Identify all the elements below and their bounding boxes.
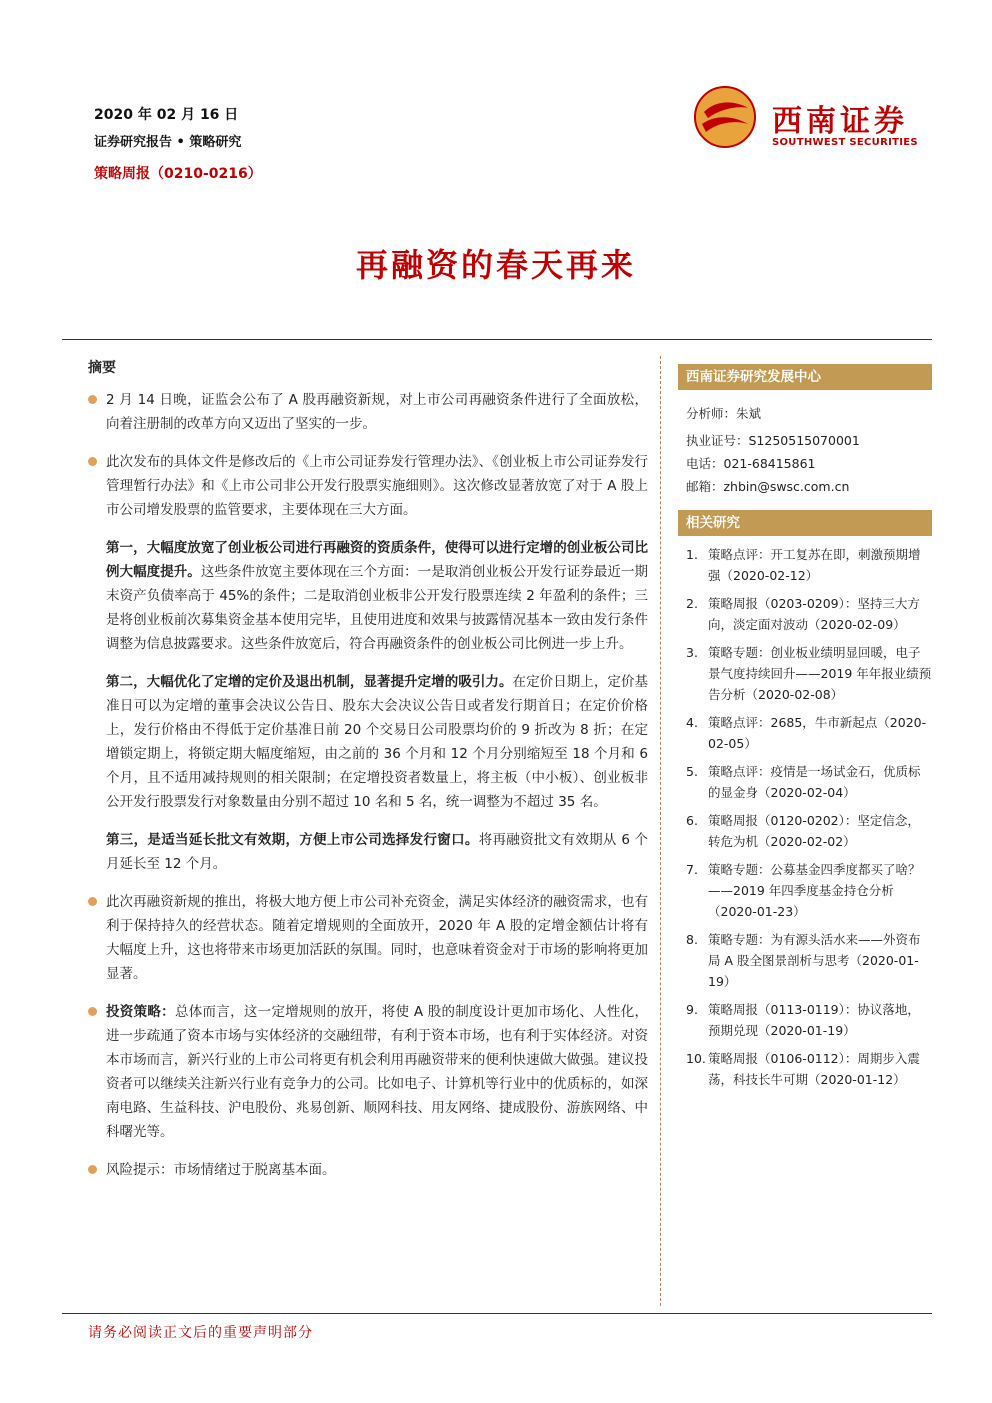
brand-logo <box>694 86 934 156</box>
abstract-bullet <box>88 388 648 436</box>
related-item[interactable]: 8. 策略专题：为有源头活水来——外资布局 A 股全图景剖析与思考（2020-01-19） <box>686 932 921 989</box>
paragraph-lead: 第一，大幅度放宽了创业板公司进行再融资的资质条件，使得可以进行定增的创业板公司比例大幅度提升。 <box>106 540 648 580</box>
related-item[interactable]: 3. 策略专题：创业板业绩明显回暖，电子景气度持续回升——2019 年年报业绩预告分析（2020-02-08） <box>686 645 932 702</box>
bullet-text: 总体而言，这一定增规则的放开，将使 A 股的制度设计更加市场化、人性化，进一步疏通了资本市场与实体经济的交融纽带，有利于资本市场，也有利于实体经济。对资本市场而言，新兴行业的上市公司将更有机会利用再融资带来的便利快速做大做强。建议投资者可以继续关注新兴行业有竞争力的公司。比如电子、计算机等行业中的优质标的，如深南电路、生益科技、沪电股份、兆易创新、顺网科技、用友网络、捷成股份、游族网络、中科曙光等。 <box>106 1004 648 1140</box>
related-item[interactable]: 6. 策略周报（0120-0202）：坚定信念，转危为机（2020-02-02） <box>686 813 920 849</box>
paragraph-lead: 投资策略： <box>106 1004 175 1020</box>
abstract-title: 摘要 <box>88 360 116 376</box>
abstract-bullet <box>88 450 648 522</box>
abstract-bullet <box>88 1000 648 1144</box>
bullet-text: 2 月 14 日晚，证监会公布了 A 股再融资新规，对上市公司再融资条件进行了全面放松，向着注册制的改革方向又迈出了坚实的一步。 <box>106 392 648 432</box>
abstract-paragraph <box>88 828 648 876</box>
abstract-section <box>88 356 648 1196</box>
research-center-panel <box>678 364 932 498</box>
abstract-bullet <box>88 890 648 986</box>
bullet-dot-icon <box>88 457 97 466</box>
report-type: 证券研究报告 • 策略研究 <box>94 135 242 150</box>
related-item[interactable]: 1. 策略点评：开工复苏在即，刺激预期增强（2020-02-12） <box>686 547 921 583</box>
related-item[interactable]: 7. 策略专题：公募基金四季度都买了啥？——2019 年四季度基金持仓分析（2020-01-23） <box>686 862 921 919</box>
paragraph-text: 将再融资批文有效期从 6 个月延长至 12 个月。 <box>106 832 649 872</box>
related-item[interactable]: 10. 策略周报（0106-0112）：周期步入震荡，科技长牛可期（2020-01-12） <box>686 1051 920 1087</box>
report-title: 再融资的春天再来 <box>355 246 636 284</box>
bullet-dot-icon <box>88 897 97 906</box>
footer-notice: 请务必阅读正文后的重要声明部分 <box>88 1325 313 1341</box>
paragraph-lead: 第三，是适当延长批文有效期，方便上市公司选择发行窗口。 <box>106 832 479 848</box>
paragraph-lead: 第二，大幅优化了定增的定价及退出机制，显著提升定增的吸引力。 <box>106 674 513 690</box>
footer-divider <box>62 1313 932 1314</box>
bullet-text: 风险提示：市场情绪过于脱离基本面。 <box>106 1162 336 1178</box>
analyst-license: 执业证号：S1250515070001 <box>686 433 860 448</box>
header-divider <box>62 339 932 340</box>
related-research-list <box>678 544 932 1090</box>
report-date: 2020 年 02 月 16 日 <box>94 107 239 123</box>
related-research-title: 相关研究 <box>678 510 932 536</box>
paragraph-text: 在定价日期上，定价基准日可以为定增的董事会决议公告日、股东大会决议公告日或者发行期首日；在定价价格上，发行价格由不得低于定价基准日前 20 个交易日公司股票均价的 9 折改为 8 折；在定增锁定期上，将锁定期大幅度缩短，由之前的 36 个月和 12 个月分别缩短至 18 个月和 6 个月，且不适用减持规则的相关限制；在定增投资者数量上，将主板（中小板）、创业板非公开发行股票发行对象数量由分别不超过 10 名和 5 名，统一调整为不超过 35 名。 <box>106 674 649 810</box>
brand-name-cn: 西南证券 <box>772 104 908 139</box>
brand-logo-icon <box>694 86 756 148</box>
abstract-bullet <box>88 1158 648 1182</box>
column-divider <box>660 356 661 1306</box>
related-item[interactable]: 2. 策略周报（0203-0209）：坚持三大方向，淡定面对波动（2020-02-09） <box>686 596 920 632</box>
report-subtitle: 策略周报（0210-0216） <box>94 166 262 182</box>
brand-name-en: SOUTHWEST SECURITIES <box>772 137 918 148</box>
bullet-text: 此次再融资新规的推出，将极大地方便上市公司补充资金，满足实体经济的融资需求，也有利于保持持久的经营状态。随着定增规则的全面放开，2020 年 A 股的定增金额估计将有大幅度上升，这也将带来市场更加活跃的氛围。同时，也意味着资金对于市场的影响将更加显著。 <box>106 894 648 982</box>
abstract-paragraph <box>88 670 648 814</box>
bullet-text: 此次发布的具体文件是修改后的《上市公司证券发行管理办法》、《创业板上市公司证券发行管理暂行办法》和《上市公司非公开发行股票实施细则》。这次修改显著放宽了对于 A 股上市公司增发股票的监管要求，主要体现在三大方面。 <box>106 454 648 518</box>
analyst-info <box>678 402 932 498</box>
abstract-paragraph <box>88 536 648 656</box>
bullet-dot-icon <box>88 395 97 404</box>
bullet-dot-icon <box>88 1007 97 1016</box>
paragraph-text: 这些条件放宽主要体现在三个方面：一是取消创业板公开发行证券最近一期末资产负债率高于 45%的条件；二是取消创业板非公开发行股票连续 2 年盈利的条件；三是将创业板前次募集资金基本使用完毕，且使用进度和效果与披露情况基本一致由发行条件调整为信息披露要求。这些条件放宽后，符合再融资条件的创业板公司比例进一步上升。 <box>106 564 648 652</box>
analyst-phone: 电话：021-68415861 <box>686 456 816 471</box>
related-research-panel <box>678 510 932 1097</box>
bullet-dot-icon <box>88 1165 97 1174</box>
analyst-email[interactable]: 邮箱：zhbin@swsc.com.cn <box>686 479 850 494</box>
analyst-name: 分析师：朱斌 <box>686 406 762 421</box>
related-item[interactable]: 5. 策略点评：疫情是一场试金石，优质标的显金身（2020-02-04） <box>686 764 921 800</box>
research-center-title: 西南证券研究发展中心 <box>678 364 932 390</box>
related-item[interactable]: 4. 策略点评：2685，牛市新起点（2020-02-05） <box>686 715 927 751</box>
related-item[interactable]: 9. 策略周报（0113-0119）：协议落地，预期兑现（2020-01-19） <box>686 1002 920 1038</box>
